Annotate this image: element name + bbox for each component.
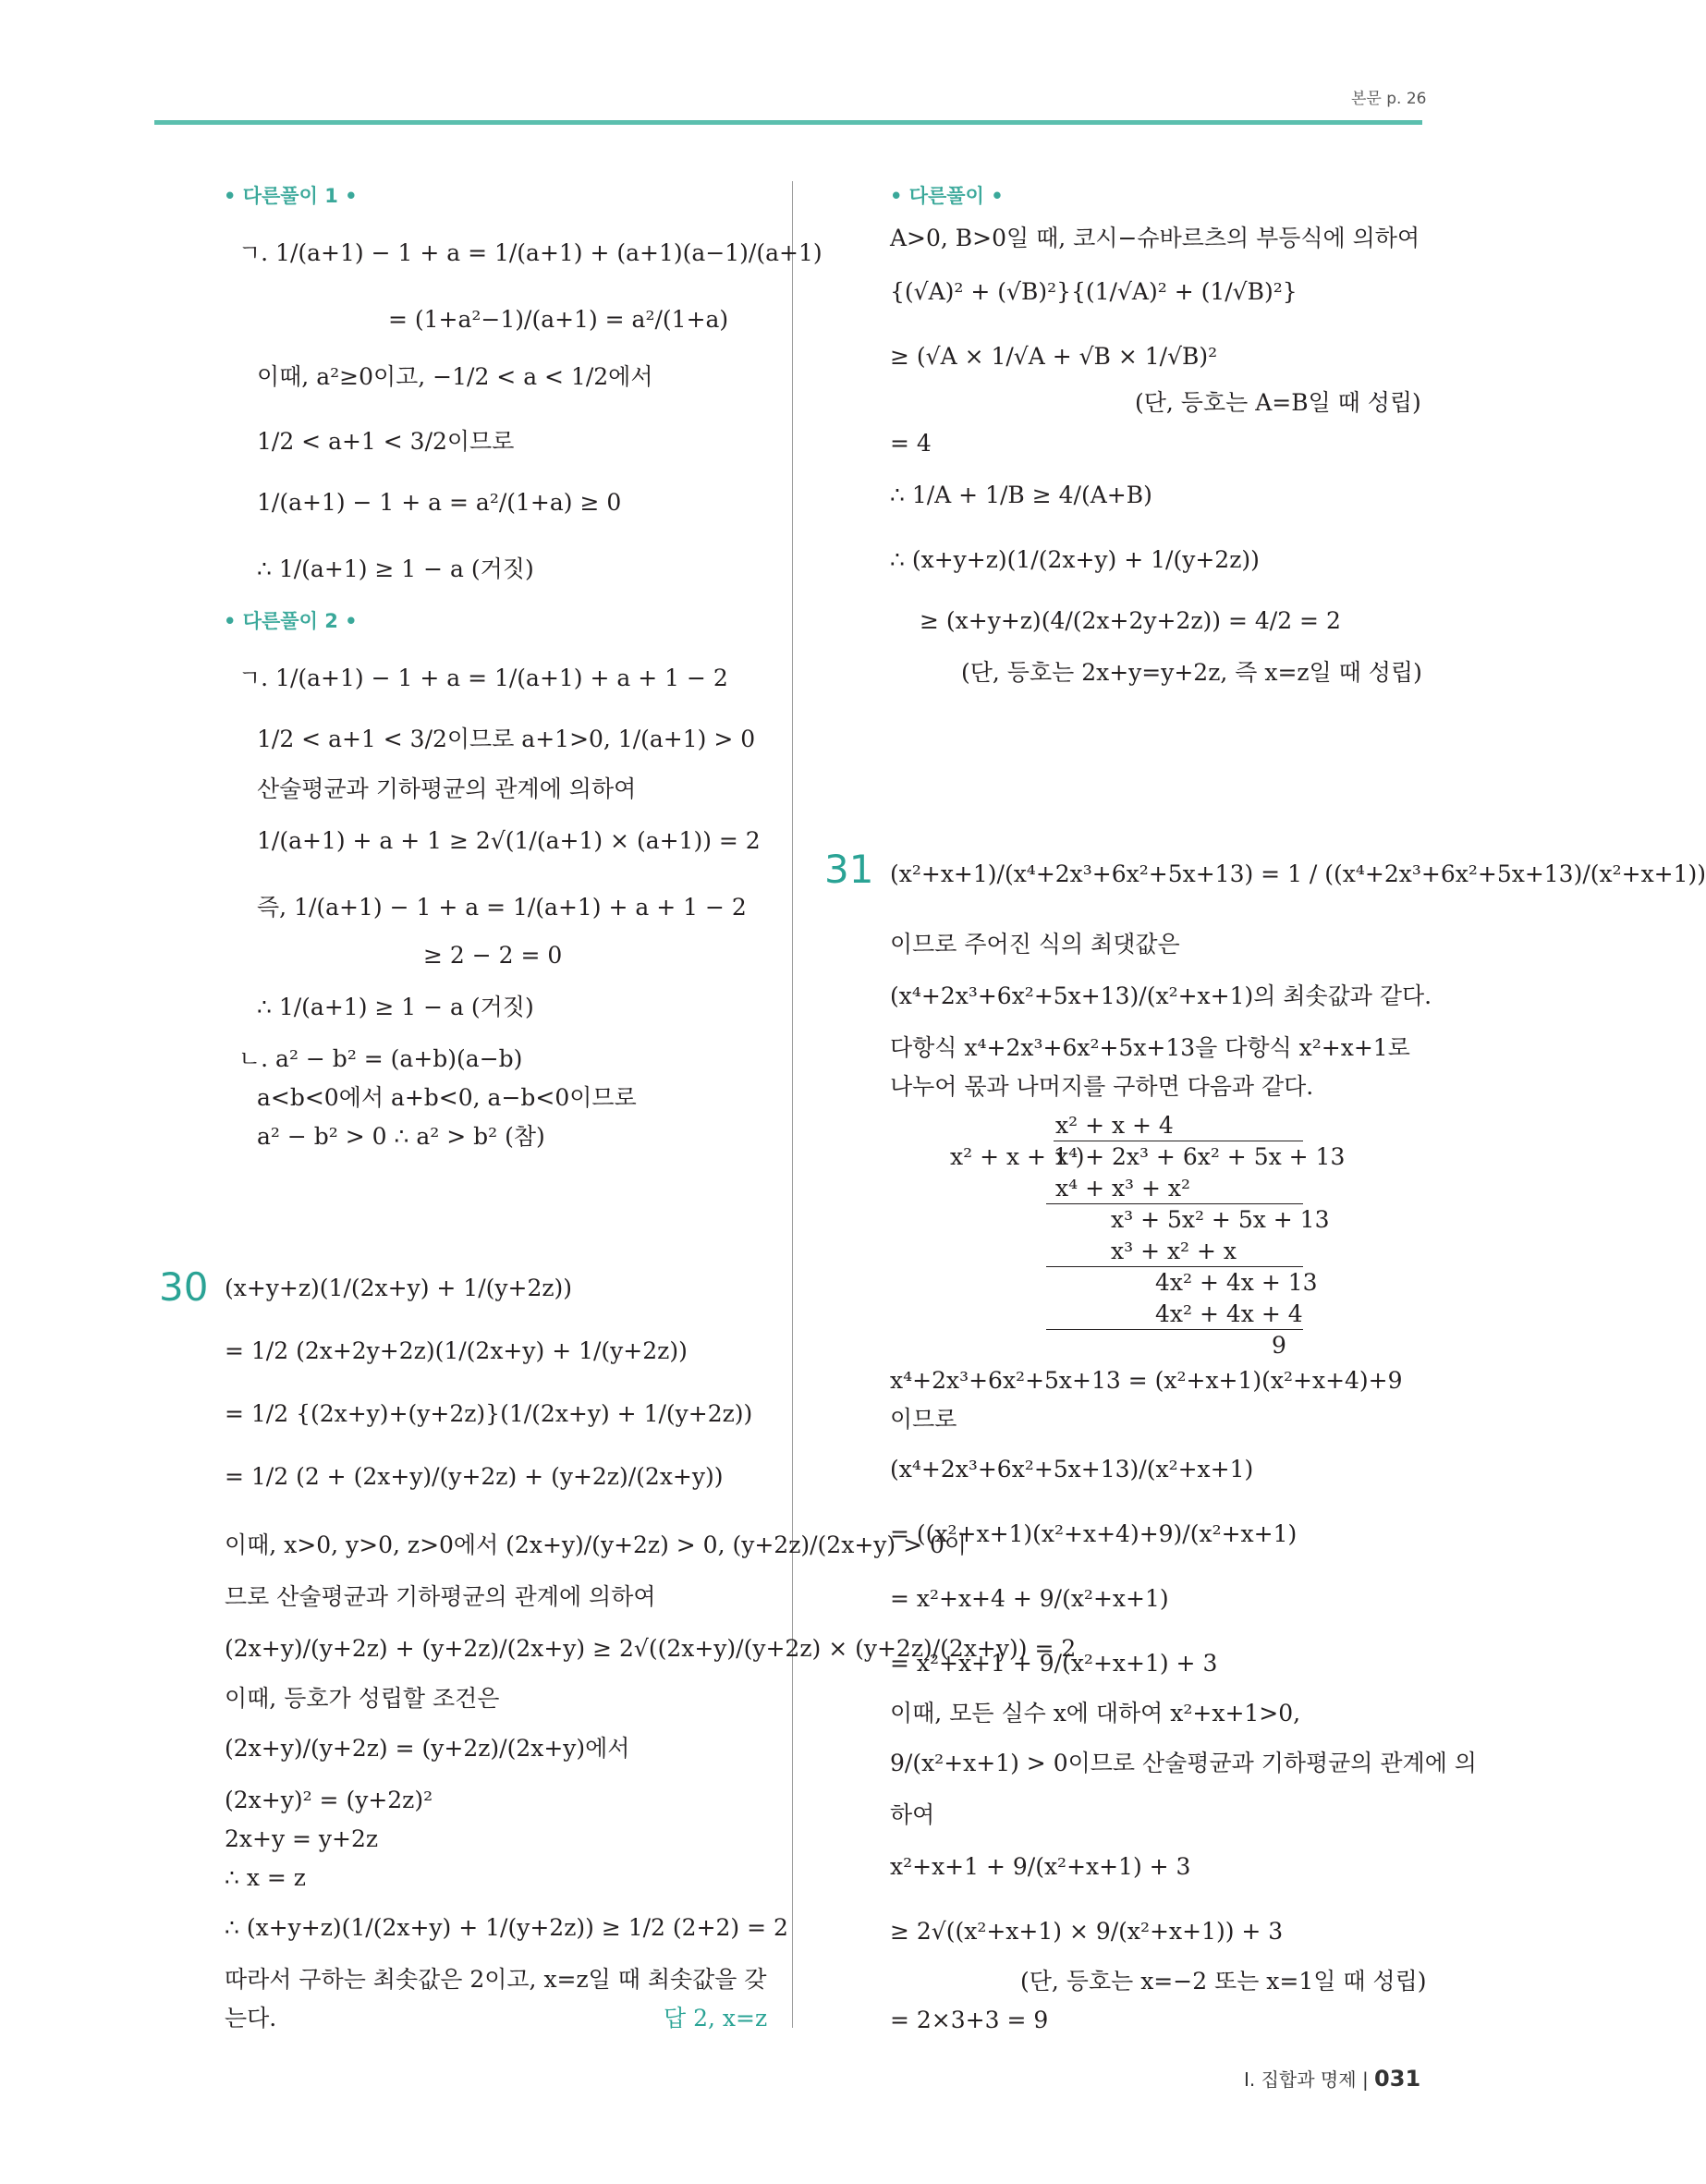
q30-line-11: 2x+y = y+2z	[225, 1825, 379, 1852]
alt-line-1: A>0, B>0일 때, 코시−슈바르츠의 부등식에 의하여	[890, 225, 1420, 251]
division-rule-2	[1046, 1266, 1303, 1267]
alt-solution-2-label: • 다른풀이 2 •	[224, 610, 358, 632]
division-row-1: x⁴ + x³ + x²	[1055, 1175, 1191, 1202]
q31b-line-11: ≥ 2√((x²+x+1) × 9/(x²+x+1)) + 3	[890, 1918, 1284, 1945]
page-reference: 본문 p. 26	[1351, 90, 1427, 108]
alt1-line-1: ㄱ. 1/(a+1) − 1 + a = 1/(a+1) + (a+1)(a−1)/(a+1)	[238, 239, 823, 266]
alt-line-9: (단, 등호는 2x+y=y+2z, 즉 x=z일 때 성립)	[961, 659, 1422, 686]
page-number: 031	[1374, 2066, 1421, 2092]
alt1-line-5: 1/(a+1) − 1 + a = a²/(1+a) ≥ 0	[257, 489, 622, 516]
alt-line-8: ≥ (x+y+z)(4/(2x+2y+2z)) = 4/2 = 2	[920, 607, 1341, 634]
header-rule	[154, 120, 1422, 125]
alt2-line-1: ㄱ. 1/(a+1) − 1 + a = 1/(a+1) + a + 1 − 2	[238, 665, 728, 691]
q30-line-6: 므로 산술평균과 기하평균의 관계에 의하여	[225, 1583, 656, 1610]
q31-line-4: 다항식 x⁴+2x³+6x²+5x+13을 다항식 x²+x+1로	[890, 1034, 1410, 1061]
q31b-line-4: = ((x²+x+1)(x²+x+4)+9)/(x²+x+1)	[890, 1520, 1298, 1547]
q31b-line-12: (단, 등호는 x=−2 또는 x=1일 때 성립)	[1020, 1968, 1427, 1995]
q31b-line-10: x²+x+1 + 9/(x²+x+1) + 3	[890, 1853, 1191, 1880]
q31b-line-13: = 2×3+3 = 9	[890, 2007, 1049, 2033]
alt-line-4: (단, 등호는 A=B일 때 성립)	[1135, 389, 1421, 416]
division-row-3: x³ + x² + x	[1111, 1238, 1237, 1264]
division-row-5: 4x² + 4x + 4	[1155, 1300, 1303, 1327]
alt-line-5: = 4	[890, 430, 932, 457]
q30-line-1: (x+y+z)(1/(2x+y) + 1/(y+2z))	[225, 1275, 573, 1301]
q30-line-12: ∴ x = z	[225, 1864, 306, 1891]
alt1-line-2: = (1+a²−1)/(a+1) = a²/(1+a)	[388, 306, 729, 333]
alt1-line-6: ∴ 1/(a+1) ≥ 1 − a (거짓)	[257, 555, 534, 582]
alt2-line-3: 산술평균과 기하평균의 관계에 의하여	[257, 775, 637, 802]
alt2-line-9: a<b<0에서 a+b<0, a−b<0이므로	[257, 1084, 637, 1111]
q30-line-13: ∴ (x+y+z)(1/(2x+y) + 1/(y+2z)) ≥ 1/2 (2+2) = 2	[225, 1914, 788, 1941]
alt2-line-10: a² − b² > 0 ∴ a² > b² (참)	[257, 1123, 545, 1150]
division-divisor: x² + x + 1 )	[950, 1143, 1085, 1170]
q30-line-7: (2x+y)/(y+2z) + (y+2z)/(2x+y) ≥ 2√((2x+y)/(y+2z) × (y+2z)/(2x+y)) = 2	[225, 1635, 1077, 1662]
alt2-line-5: 즉, 1/(a+1) − 1 + a = 1/(a+1) + a + 1 − 2	[257, 894, 747, 921]
alt-line-3: ≥ (√A × 1/√A + √B × 1/√B)²	[890, 343, 1218, 370]
alt1-line-3: 이때, a²≥0이고, −1/2 < a < 1/2에서	[257, 363, 653, 390]
alt2-line-7: ∴ 1/(a+1) ≥ 1 − a (거짓)	[257, 994, 534, 1020]
q31b-line-6: = x²+x+1 + 9/(x²+x+1) + 3	[890, 1650, 1218, 1677]
division-dividend: x⁴ + 2x³ + 6x² + 5x + 13	[1055, 1143, 1346, 1170]
q30-line-5: 이때, x>0, y>0, z>0에서 (2x+y)/(y+2z) > 0, (y+2z)/(2x+y) > 0이	[225, 1531, 968, 1558]
alt-solution-1-label: • 다른풀이 1 •	[224, 185, 358, 207]
q31-line-5: 나누어 몫과 나머지를 구하면 다음과 같다.	[890, 1073, 1314, 1100]
q31b-line-9: 하여	[890, 1801, 935, 1828]
alt-line-7: ∴ (x+y+z)(1/(2x+y) + 1/(y+2z))	[890, 546, 1260, 573]
q31b-line-1: x⁴+2x³+6x²+5x+13 = (x²+x+1)(x²+x+4)+9	[890, 1367, 1403, 1394]
division-quotient: x² + x + 4	[1055, 1112, 1174, 1139]
alt-solution-label: • 다른풀이 •	[890, 185, 1004, 207]
q30-line-10: (2x+y)² = (y+2z)²	[225, 1787, 433, 1813]
q30-line-3: = 1/2 {(2x+y)+(y+2z)}(1/(2x+y) + 1/(y+2z))	[225, 1400, 753, 1427]
q31b-line-3: (x⁴+2x³+6x²+5x+13)/(x²+x+1)	[890, 1456, 1254, 1482]
alt2-line-6: ≥ 2 − 2 = 0	[423, 942, 563, 969]
q30-line-15: 는다.	[225, 2005, 277, 2031]
alt-line-6: ∴ 1/A + 1/B ≥ 4/(A+B)	[890, 482, 1152, 508]
alt2-line-8: ㄴ. a² − b² = (a+b)(a−b)	[238, 1045, 523, 1072]
q30-answer: 답 2, x=z	[664, 2005, 768, 2031]
alt2-line-4: 1/(a+1) + a + 1 ≥ 2√(1/(a+1) × (a+1)) = 2	[257, 827, 761, 854]
q30-line-8: 이때, 등호가 성립할 조건은	[225, 1685, 500, 1712]
q31b-line-7: 이때, 모든 실수 x에 대하여 x²+x+1>0,	[890, 1700, 1301, 1726]
q30-line-2: = 1/2 (2x+2y+2z)(1/(2x+y) + 1/(y+2z))	[225, 1337, 688, 1364]
q31-line-1: (x²+x+1)/(x⁴+2x³+6x²+5x+13) = 1 / ((x⁴+2x³+6x²+5x+13)/(x²+x+1))	[890, 860, 1706, 887]
footer-section-title: I. 집합과 명제	[1244, 2068, 1357, 2091]
question-31-number: 31	[824, 847, 874, 892]
q31-line-2: 이므로 주어진 식의 최댓값은	[890, 931, 1180, 958]
division-row-4: 4x² + 4x + 13	[1155, 1269, 1318, 1296]
q31b-line-8: 9/(x²+x+1) > 0이므로 산술평균과 기하평균의 관계에 의	[890, 1750, 1477, 1776]
column-divider	[792, 181, 793, 2028]
division-remainder: 9	[1272, 1332, 1286, 1359]
division-rule-1	[1046, 1203, 1303, 1204]
footer-section	[1244, 2065, 1420, 2092]
q30-line-14: 따라서 구하는 최솟값은 2이고, x=z일 때 최솟값을 갖	[225, 1966, 767, 1993]
q30-line-4: = 1/2 (2 + (2x+y)/(y+2z) + (y+2z)/(2x+y))	[225, 1463, 724, 1490]
division-rule-3	[1046, 1329, 1303, 1330]
alt2-line-2: 1/2 < a+1 < 3/2이므로 a+1>0, 1/(a+1) > 0	[257, 726, 756, 752]
question-30-number: 30	[159, 1264, 209, 1310]
division-row-2: x³ + 5x² + 5x + 13	[1111, 1206, 1330, 1233]
footer-separator: |	[1361, 2068, 1375, 2091]
q30-line-9: (2x+y)/(y+2z) = (y+2z)/(2x+y)에서	[225, 1735, 630, 1762]
alt-line-2: {(√A)² + (√B)²}{(1/√A)² + (1/√B)²}	[890, 278, 1298, 305]
q31-line-3: (x⁴+2x³+6x²+5x+13)/(x²+x+1)의 최솟값과 같다.	[890, 982, 1432, 1009]
alt1-line-4: 1/2 < a+1 < 3/2이므로	[257, 428, 515, 455]
q31b-line-5: = x²+x+4 + 9/(x²+x+1)	[890, 1585, 1169, 1612]
q31b-line-2: 이므로	[890, 1406, 957, 1433]
